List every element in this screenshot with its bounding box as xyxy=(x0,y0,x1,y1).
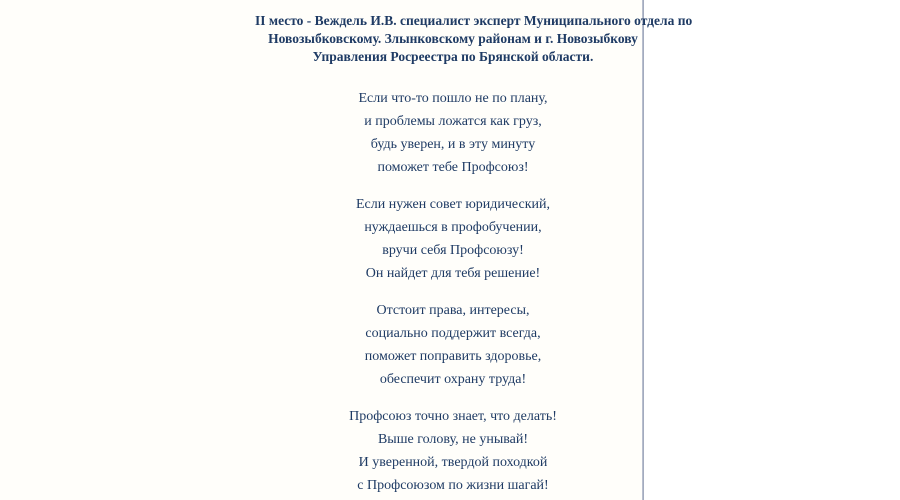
poem-line: Профсоюз точно знает, что делать! xyxy=(349,409,557,424)
poem-line: поможет тебе Профсоюз! xyxy=(377,160,529,175)
award-header-line: Новозыбковскому. Злынковскому районам и г. Новозыбкову xyxy=(268,31,638,46)
poem-line: Если что-то пошло не по плану, xyxy=(358,91,548,106)
poem-line: вручи себя Профсоюзу! xyxy=(382,243,524,258)
poem-line: поможет поправить здоровье, xyxy=(364,349,542,364)
poem-line: И уверенной, твердой походкой xyxy=(358,455,548,470)
award-header-line: II место - Веждель И.В. специалист эксперт Муниципального отдела по xyxy=(255,13,693,28)
poem-line: Он найдет для тебя решение! xyxy=(365,266,541,281)
award-header xyxy=(255,12,693,66)
poem-stanza-1 xyxy=(255,87,651,179)
poem-content xyxy=(255,12,693,497)
poem-line: и проблемы ложатся как груз, xyxy=(364,114,542,129)
poem-stanza-3 xyxy=(255,299,651,391)
poem-line: с Профсоюзом по жизни шагай! xyxy=(357,478,549,493)
poem-line: нуждаешься в профобучении, xyxy=(364,220,542,235)
poem-stanza-2 xyxy=(255,193,651,285)
poem-line: обеспечит охрану труда! xyxy=(379,372,527,387)
poem-line: Выше голову, не унывай! xyxy=(377,432,529,447)
poem-stanza-4 xyxy=(255,405,651,497)
poem-line: будь уверен, и в эту минуту xyxy=(370,137,536,152)
poem-line: Отстоит права, интересы, xyxy=(376,303,530,318)
award-header-line: Управления Росреестра по Брянской области. xyxy=(312,49,594,64)
poem-line: Если нужен совет юридический, xyxy=(356,197,550,212)
poem-line: социально поддержит всегда, xyxy=(365,326,541,341)
